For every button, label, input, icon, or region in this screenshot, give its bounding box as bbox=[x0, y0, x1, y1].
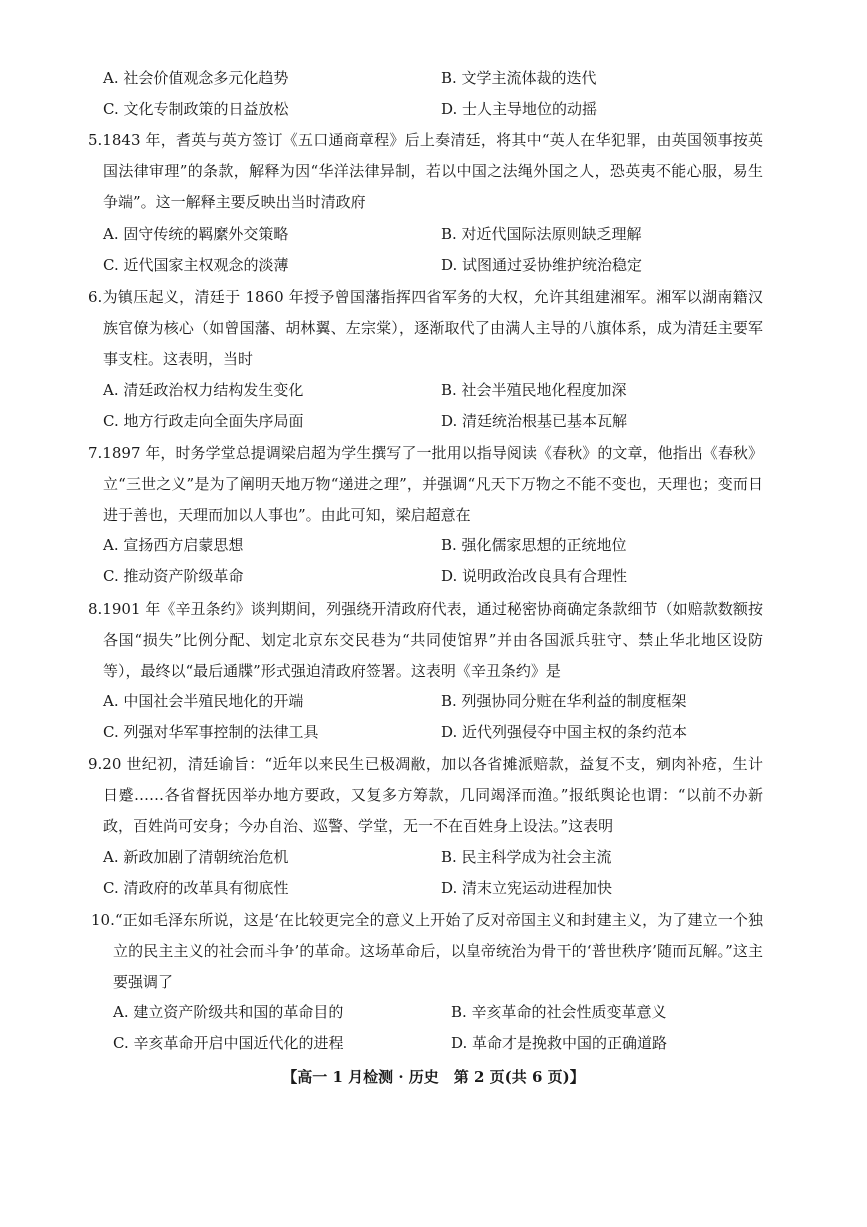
q8-options bbox=[103, 689, 803, 745]
q8-option-b: B. 列强协同分赃在华利益的制度框架 bbox=[441, 692, 687, 710]
q8-option-c: C. 列强对华军事控制的法律工具 bbox=[103, 723, 319, 741]
q9-options bbox=[103, 845, 803, 901]
q6-stem: 6.为镇压起义，清廷于 1860 年授予曾国藩指挥四省军务的大权，允许其组建湘军。湘军以湖南籍汉族官僚为核心（如曾国藩、胡林翼、左宗棠），逐渐取代了由满人主导的八旗体系，成为清廷主要军事支柱。这表明，当时 bbox=[88, 288, 763, 368]
q6-option-a: A. 清廷政治权力结构发生变化 bbox=[103, 381, 304, 399]
q6-option-d: D. 清廷统治根基已基本瓦解 bbox=[441, 412, 628, 430]
q4-option-b: B. 文学主流体裁的迭代 bbox=[441, 69, 597, 87]
q6-option-c: C. 地方行政走向全面失序局面 bbox=[103, 412, 304, 430]
q5-option-d: D. 试图通过妥协维护统治稳定 bbox=[441, 256, 643, 274]
q7-option-b: B. 强化儒家思想的正统地位 bbox=[441, 536, 627, 554]
q7-options bbox=[103, 533, 803, 589]
q10-option-a: A. 建立资产阶级共和国的革命目的 bbox=[113, 1003, 344, 1021]
q10-options bbox=[113, 1000, 813, 1056]
q4-options bbox=[103, 66, 803, 122]
q9-stem: 9.20 世纪初，清廷谕旨：“近年以来民生已极凋敝，加以各省摊派赔款，益复不支，剜肉补疮，生计日蹙……各省督抚因举办地方要政，又复多方筹款，几同竭泽而渔。”报纸舆论也谓：“以前不办新政，百姓尚可安身；今办自治、巡警、学堂，无一不在百姓身上设法。”这表明 bbox=[88, 755, 763, 835]
q6-options bbox=[103, 378, 803, 434]
q5-option-b: B. 对近代国际法原则缺乏理解 bbox=[441, 225, 642, 243]
q5-stem: 5.1843 年，耆英与英方签订《五口通商章程》后上奏清廷，将其中“英人在华犯罪，由英国领事按英国法律审理”的条款，解释为因“华洋法律异制，若以中国之法绳外国之人，恐英夷不能心服，易生争端”。这一解释主要反映出当时清政府 bbox=[88, 131, 763, 211]
q9-option-a: A. 新政加剧了清朝统治危机 bbox=[103, 848, 289, 866]
q8-stem: 8.1901 年《辛丑条约》谈判期间，列强绕开清政府代表，通过秘密协商确定条款细节（如赔款数额按各国“损失”比例分配、划定北京东交民巷为“共同使馆界”并由各国派兵驻守、禁止华北地区设防等），最终以“最后通牒”形式强迫清政府签署。这表明《辛丑条约》是 bbox=[88, 600, 763, 680]
q5-options bbox=[103, 222, 803, 278]
q7-option-c: C. 推动资产阶级革命 bbox=[103, 567, 244, 585]
q8-option-a: A. 中国社会半殖民地化的开端 bbox=[103, 692, 304, 710]
q7-option-d: D. 说明政治改良具有合理性 bbox=[441, 567, 628, 585]
q5-option-c: C. 近代国家主权观念的淡薄 bbox=[103, 256, 289, 274]
q6-option-b: B. 社会半殖民地化程度加深 bbox=[441, 381, 627, 399]
q10-option-d: D. 革命才是挽救中国的正确道路 bbox=[451, 1034, 668, 1052]
q4-option-d: D. 士人主导地位的动摇 bbox=[441, 100, 598, 118]
page-footer: 【高一 1 月检测 · 历史 第 2 页(共 6 页)】 bbox=[282, 1068, 585, 1086]
q10-option-b: B. 辛亥革命的社会性质变革意义 bbox=[451, 1003, 667, 1021]
q4-option-a: A. 社会价值观念多元化趋势 bbox=[103, 69, 289, 87]
q9-option-c: C. 清政府的改革具有彻底性 bbox=[103, 879, 289, 897]
q8-option-d: D. 近代列强侵夺中国主权的条约范本 bbox=[441, 723, 688, 741]
q7-option-a: A. 宣扬西方启蒙思想 bbox=[103, 536, 244, 554]
q9-option-d: D. 清末立宪运动进程加快 bbox=[441, 879, 613, 897]
q5-option-a: A. 固守传统的羁縻外交策略 bbox=[103, 225, 289, 243]
q10-stem: 10.“正如毛泽东所说，这是‘在比较更完全的意义上开始了反对帝国主义和封建主义，为了建立一个独立的民主主义的社会而斗争’的革命。这场革命后，以皇帝统治为骨干的‘普世秩序’随而瓦解。”这主要强调了 bbox=[91, 911, 763, 991]
q10-option-c: C. 辛亥革命开启中国近代化的进程 bbox=[113, 1034, 344, 1052]
q9-option-b: B. 民主科学成为社会主流 bbox=[441, 848, 612, 866]
q4-option-c: C. 文化专制政策的日益放松 bbox=[103, 100, 289, 118]
q7-stem: 7.1897 年，时务学堂总提调梁启超为学生撰写了一批用以指导阅读《春秋》的文章，他指出《春秋》立“三世之义”是为了阐明天地万物“递进之理”，并强调“凡天下万物之不能不变也，天理也；变而日进于善也，天理而加以人事也”。由此可知，梁启超意在 bbox=[88, 444, 763, 524]
